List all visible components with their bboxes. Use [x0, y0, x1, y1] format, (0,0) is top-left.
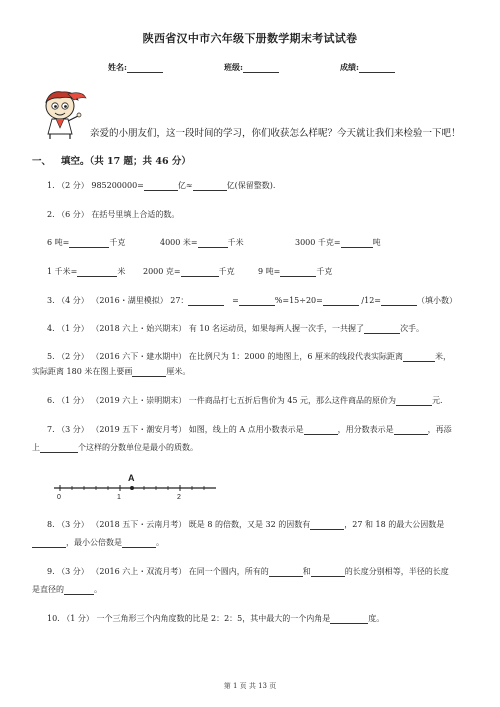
point-a-label: A	[128, 473, 135, 483]
q2r2-blank-2[interactable]	[181, 268, 219, 277]
section-title: 填空。（共 17 题；共 46 分）	[60, 156, 191, 167]
name-field	[108, 62, 163, 73]
q5-c: 实际距离 180 米在图上要画	[32, 367, 133, 376]
q9-blank-2[interactable]	[311, 568, 345, 577]
q3-blank-2[interactable]	[239, 297, 275, 306]
question-2-row-2-mid	[143, 267, 235, 277]
q2r1-blank-3[interactable]	[341, 239, 373, 248]
q2r2-f: 千克	[316, 267, 333, 276]
greeting-text: 亲爱的小朋友们，这一段时间的学习，你们收获怎么样呢？今天就让我们来检验一下吧！	[90, 128, 461, 139]
question-1	[47, 181, 275, 191]
class-blank[interactable]	[243, 64, 279, 73]
q9-e: 。	[94, 585, 102, 594]
question-2-row-1-end	[295, 238, 381, 248]
question-8-cont	[32, 538, 164, 548]
question-2-row-2	[47, 267, 125, 277]
q2r1-d: 千米	[227, 238, 244, 247]
section-heading	[32, 153, 191, 167]
q2r1-blank-2[interactable]	[198, 239, 228, 248]
q2-text: 2. （6 分） 在括号里填上合适的数。	[47, 210, 180, 219]
q5-blank-1[interactable]	[403, 353, 435, 362]
q3-c: %=15÷20=	[274, 296, 323, 305]
q10-blank-1[interactable]	[330, 615, 368, 624]
question-5	[47, 352, 451, 362]
q3-e: （填小数）	[416, 296, 457, 305]
name-label: 姓名:	[108, 62, 127, 72]
q10-a: 10. （1 分） 一个三角形三个内角度数的比是 2：2：5，其中最大的一个内角是	[47, 614, 331, 623]
section-number: 一、	[32, 156, 52, 167]
score-label: 成绩:	[340, 62, 359, 72]
q9-blank-1[interactable]	[269, 568, 303, 577]
page-title: 陕西省汉中市六年级下册数学期末考试试卷	[142, 32, 358, 45]
question-2	[47, 210, 179, 220]
question-2-row-1-mid	[160, 238, 244, 248]
q9-d: 是直径的	[32, 585, 64, 594]
tick-label-2: 2	[177, 494, 181, 500]
q7-a: 7. （3 分） （2019 五下・潮安月考） 如图，线上的 A 点用小数表示是	[47, 425, 304, 434]
q2r2-c: 2000 克=	[143, 267, 181, 276]
point-a-marker	[130, 486, 134, 490]
q2r2-b: 米	[117, 267, 126, 276]
q10-b: 度。	[368, 614, 385, 623]
question-10	[47, 614, 384, 624]
q8-blank-1[interactable]	[310, 521, 344, 530]
page-footer: 第 1 页 共 13 页	[223, 682, 277, 690]
name-blank[interactable]	[127, 64, 163, 73]
q9-c: 的长度分别相等，半径的长度	[344, 567, 449, 576]
q3-blank-4[interactable]	[381, 297, 417, 306]
q1-text-c: 亿(保留整数).	[226, 181, 276, 190]
q9-a: 9. （3 分） （2016 六上・双流月考） 在同一个圆内，所有的	[47, 567, 269, 576]
q7-blank-1[interactable]	[304, 426, 338, 435]
tick-label-1: 1	[117, 494, 121, 500]
q8-b: ，27 和 18 的最大公因数是	[344, 520, 445, 529]
q5-b: 米，	[434, 352, 451, 361]
q4-blank-1[interactable]	[364, 325, 400, 334]
question-6	[47, 396, 443, 406]
question-9-cont	[32, 585, 102, 595]
q3-a: 3. （4 分） （2016・湖里模拟） 27：	[47, 296, 189, 305]
q1-blank-1[interactable]	[144, 182, 178, 191]
question-9	[47, 567, 449, 577]
q2r2-blank-1[interactable]	[77, 268, 117, 277]
q2r2-d: 千克	[218, 267, 235, 276]
q9-b: 和	[302, 567, 311, 576]
score-field	[340, 62, 395, 73]
q4-b: 次手。	[400, 324, 425, 333]
q8-a: 8. （3 分） （2018 五下・云南月考） 既是 8 的倍数，又是 32 的因数有	[47, 520, 311, 529]
q4-a: 4. （1 分） （2018 六上・始兴期末） 有 10 名运动员，如果每两人握一次手，一共握了	[47, 324, 365, 333]
q3-blank-3[interactable]	[323, 297, 359, 306]
q2r1-f: 吨	[372, 238, 381, 247]
question-2-row-1	[47, 238, 125, 248]
q2r2-blank-3[interactable]	[280, 268, 316, 277]
question-7-cont	[32, 443, 198, 453]
class-label: 班级:	[224, 62, 243, 72]
q6-a: 6. （1 分） （2019 六上・崇明期末） 一件商品打七五折后售价为 45 元，那么这件商品的原价为	[47, 396, 397, 405]
q2r1-b: 千克	[109, 238, 126, 247]
question-5-cont	[32, 367, 190, 377]
q5-d: 厘米。	[166, 367, 191, 376]
q7-e: 个这样的分数单位是最小的质数。	[78, 443, 198, 452]
score-blank[interactable]	[359, 64, 395, 73]
q2r2-e: 9 吨=	[258, 267, 281, 276]
question-3	[47, 296, 457, 306]
q6-blank-1[interactable]	[396, 397, 432, 406]
class-field	[224, 62, 279, 73]
q1-blank-2[interactable]	[193, 182, 227, 191]
q2r1-c: 4000 米=	[160, 238, 198, 247]
q7-blank-2[interactable]	[394, 426, 428, 435]
q2r1-a: 6 吨=	[47, 238, 70, 247]
q8-blank-2[interactable]	[32, 539, 66, 548]
student-info-row	[0, 62, 500, 76]
q3-b: =	[232, 296, 239, 305]
q7-d: 上	[32, 443, 40, 452]
q7-blank-3[interactable]	[40, 444, 78, 453]
tick-label-0: 0	[57, 494, 61, 500]
q2r2-a: 1 千米=	[47, 267, 78, 276]
q3-d: /12=	[361, 296, 381, 305]
question-7	[47, 425, 452, 435]
question-4	[47, 324, 424, 334]
q9-blank-3[interactable]	[64, 586, 94, 595]
q2r1-blank-1[interactable]	[69, 239, 109, 248]
q1-text-b: 亿≈	[177, 181, 193, 190]
q8-blank-3[interactable]	[122, 539, 156, 548]
question-2-row-2-end	[258, 267, 332, 277]
mascot-icon	[38, 88, 88, 140]
q8-c: ，最小公倍数是	[66, 538, 122, 547]
number-line-figure	[50, 470, 220, 500]
q5-a: 5. （2 分） （2016 六下・建水期中） 在比例尺为 1：2000 的地图上，6 厘米的线段代表实际距离	[47, 352, 403, 361]
q8-d: 。	[156, 538, 164, 547]
q7-c: ，再添	[427, 425, 452, 434]
q6-b: 元.	[432, 396, 443, 405]
question-8	[47, 520, 444, 530]
q2r1-e: 3000 千克=	[295, 238, 341, 247]
q1-text-a: 1. （2 分） 985200000=	[47, 181, 144, 190]
q3-blank-1[interactable]	[188, 297, 224, 306]
q5-blank-2[interactable]	[132, 368, 166, 377]
q7-b: ，用分数表示是	[337, 425, 394, 434]
